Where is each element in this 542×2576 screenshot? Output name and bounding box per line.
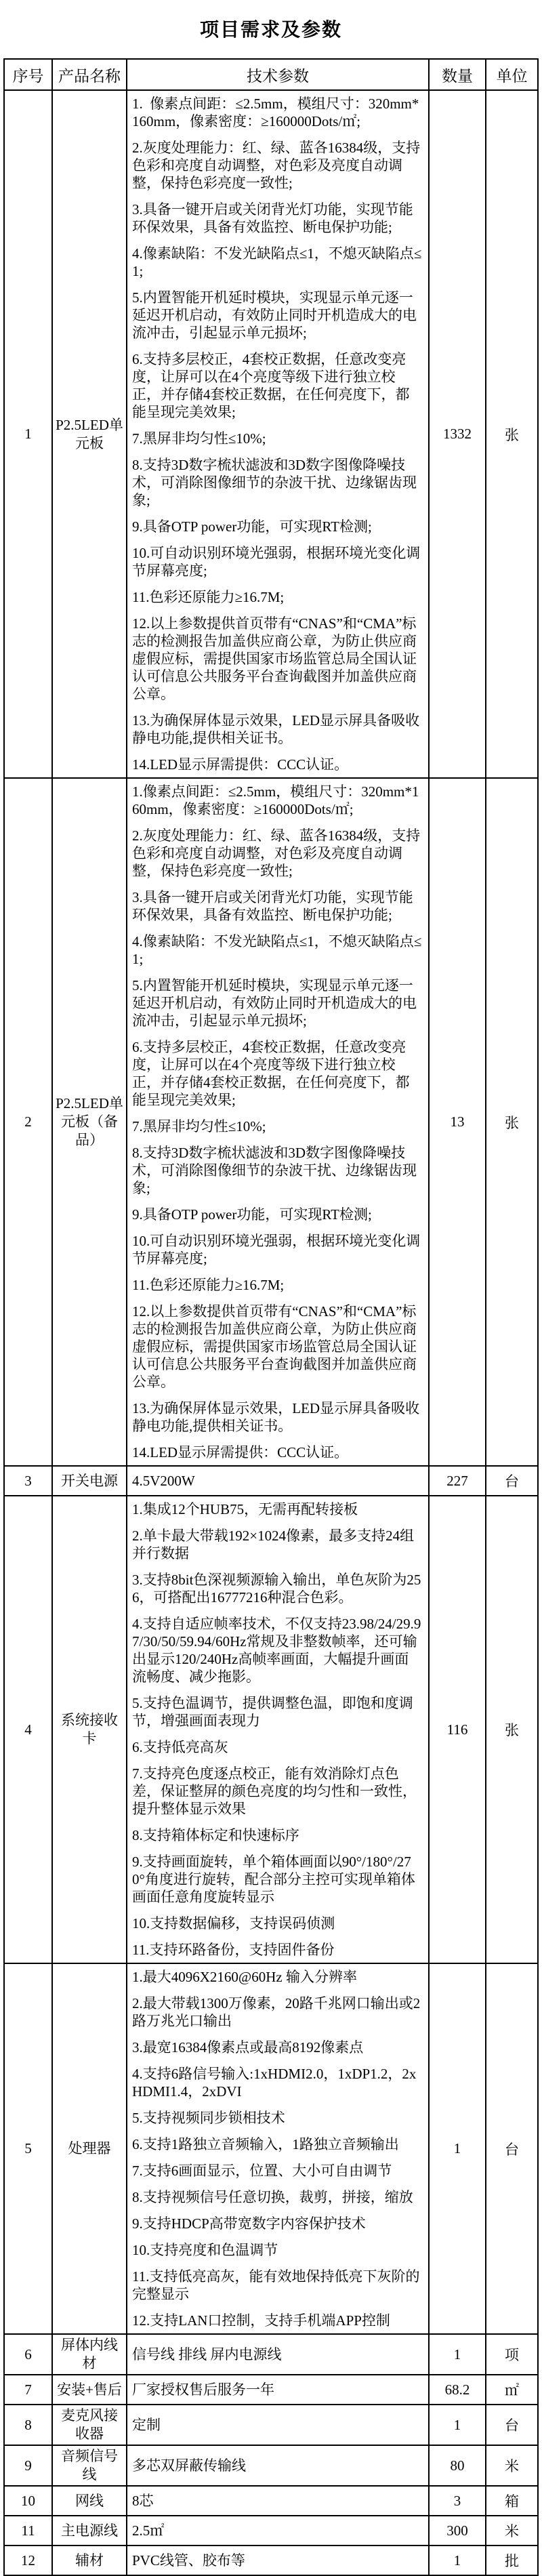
param-item: 厂家授权售后服务一年 <box>132 2381 274 2398</box>
param-item: 6.支持多层校正，4套校正数据，任意改变亮度，让屏可以在4个亮度等级下进行独立校正，并存储4套校正数据，在任何亮度下，都能呈现完美效果; <box>132 351 410 420</box>
tech-params-cell <box>127 2516 429 2546</box>
param-item: 8.支持3D数字梳状滤波和3D数字图像降噪技术，可消除图像细节的杂波干扰、边缘锯齿现象; <box>132 1145 417 1196</box>
row-number-cell: 7 <box>4 2375 52 2405</box>
param-item: 10.可自动识别环境光强弱，根据环境光变化调节屏幕亮度; <box>132 545 421 579</box>
param-item: 14.LED显示屏需提供：CCC认证。 <box>132 756 349 773</box>
param-item: PVC线管、胶布等 <box>132 2552 245 2569</box>
header-quantity: 数量 <box>429 59 486 90</box>
tech-params-cell <box>127 2546 429 2575</box>
row-number-cell: 6 <box>4 2334 52 2375</box>
param-item: 5.内置智能开机延时模块，实现显示单元逐一延迟开机启动，有效防止同时开机造成大的电流冲击，引起显示单元损坏; <box>132 977 417 1029</box>
param-item: 2.5㎡ <box>132 2522 165 2539</box>
quantity-cell: 68.2 <box>429 2375 486 2405</box>
quantity-cell: 1 <box>429 2546 486 2575</box>
tech-params-cell <box>127 90 429 778</box>
tech-params-cell <box>127 2375 429 2405</box>
param-item: 5.支持视频同步锁相技术 <box>132 2110 285 2126</box>
table-row <box>4 1466 538 1496</box>
table-row <box>4 90 538 778</box>
table-row <box>4 2516 538 2546</box>
param-item: 2.灰度处理能力：红、绿、蓝各16384级，支持色彩和亮度自动调整，对色彩及亮度自动调整，保持色彩亮度一致性; <box>132 140 421 191</box>
quantity-cell: 1 <box>429 1963 486 2334</box>
quantity-cell: 80 <box>429 2445 486 2486</box>
unit-cell: 张 <box>486 90 538 778</box>
table-row <box>4 1963 538 2334</box>
unit-cell: 箱 <box>486 2486 538 2516</box>
row-number-cell: 11 <box>4 2516 52 2546</box>
param-item: 9.具备OTP power功能，可实现RT检测; <box>132 1206 372 1223</box>
param-item: 1.像素点间距：≤2.5mm，模组尺寸：320mm*160mm，像素密度：≥160000Dots/㎡; <box>132 783 419 817</box>
param-item: 信号线 排线 屏内电源线 <box>132 2346 282 2363</box>
param-item: 9.具备OTP power功能，可实现RT检测; <box>132 518 372 535</box>
param-item: 14.LED显示屏需提供：CCC认证。 <box>132 1444 349 1460</box>
header-unit: 单位 <box>486 59 538 90</box>
param-item: 10.可自动识别环境光强弱，根据环境光变化调节屏幕亮度; <box>132 1233 421 1267</box>
param-item: 4.支持6路信号输入:1xHDMI2.0，1xDP1.2，2xHDMI1.4，2xDVI <box>132 2066 417 2100</box>
unit-cell: 米 <box>486 2445 538 2486</box>
param-item: 2.灰度处理能力：红、绿、蓝各16384级，支持色彩和亮度自动调整，对色彩及亮度自动调整，保持色彩亮度一致性; <box>132 827 421 879</box>
tech-params-cell <box>127 1466 429 1496</box>
row-number-cell: 3 <box>4 1466 52 1496</box>
product-name-cell: 辅材 <box>52 2546 127 2575</box>
product-name-cell: 主电源线 <box>52 2516 127 2546</box>
param-item: 多芯双屏蔽传输线 <box>132 2457 246 2474</box>
table-row <box>4 778 538 1466</box>
product-name-cell: 音频信号线 <box>52 2445 127 2486</box>
param-item: 8芯 <box>132 2493 154 2509</box>
param-item: 1. 像素点间距：≤2.5mm，模组尺寸：320mm*160mm，像素密度：≥160000Dots/㎡; <box>132 96 419 129</box>
param-item: 7.支持6画面显示，位置、大小可自由调节 <box>132 2163 392 2179</box>
param-item: 1.最大4096X2160@60Hz 输入分辨率 <box>132 1969 357 1985</box>
param-item: 11.色彩还原能力≥16.7M; <box>132 589 285 605</box>
unit-cell: 台 <box>486 1963 538 2334</box>
param-item: 5.内置智能开机延时模块，实现显示单元逐一延迟开机启动，有效防止同时开机造成大的电流冲击，引起显示单元损坏; <box>132 289 417 341</box>
param-item: 13.为确保屏体显示效果，LED显示屏具备吸收静电功能,提供相关证书。 <box>132 712 420 746</box>
unit-cell: 台 <box>486 1466 538 1496</box>
tech-params-cell <box>127 2445 429 2486</box>
row-number-cell: 9 <box>4 2445 52 2486</box>
quantity-cell: 227 <box>429 1466 486 1496</box>
row-number-cell: 2 <box>4 778 52 1466</box>
row-number-cell: 12 <box>4 2546 52 2575</box>
table-row <box>4 2334 538 2375</box>
requirements-table <box>3 58 539 2576</box>
row-number-cell: 8 <box>4 2405 52 2445</box>
param-item: 3.支持8bit色深视频源输入输出，单色灰阶为256，可搭配出16777216种混合色彩。 <box>132 1572 421 1606</box>
param-item: 12.以上参数提供首页带有“CNAS”和“CMA”标志的检测报告加盖供应商公章，为防止供应商虚假应标，需提供国家市场监管总局全国认证认可信息公共服务平台查询截图并加盖供应商公章。 <box>132 1303 417 1390</box>
param-item: 13.为确保屏体显示效果，LED显示屏具备吸收静电功能,提供相关证书。 <box>132 1400 420 1434</box>
param-item: 10.支持数据偏移，支持误码侦测 <box>132 1915 335 1931</box>
tech-params-cell <box>127 2334 429 2375</box>
quantity-cell: 116 <box>429 1496 486 1963</box>
param-item: 7.黑屏非均匀性≤10%; <box>132 1118 266 1134</box>
page-title: 项目需求及参数 <box>199 20 342 41</box>
param-item: 3.最宽16384像素点或最高8192像素点 <box>132 2039 364 2056</box>
header-serial-number: 序号 <box>4 59 52 90</box>
row-number-cell: 5 <box>4 1963 52 2334</box>
param-item: 3.具备一键开启或关闭背光灯功能，实现节能环保效果，具备有效监控、断电保护功能; <box>132 201 413 235</box>
product-name-cell: 开关电源 <box>52 1466 127 1496</box>
table-header-row <box>4 59 538 90</box>
table-row <box>4 2445 538 2486</box>
requirements-table-body <box>4 90 538 2575</box>
unit-cell: ㎡ <box>486 2375 538 2405</box>
param-item: 10.支持亮度和色温调节 <box>132 2242 278 2258</box>
quantity-cell: 13 <box>429 778 486 1466</box>
product-name-cell: P2.5LED单元板（备品） <box>52 778 127 1466</box>
param-item: 3.具备一键开启或关闭背光灯功能，实现节能环保效果，具备有效监控、断电保护功能; <box>132 889 413 923</box>
param-item: 5.支持色温调节，提供调整色温，即饱和度调节，增强画面表现力 <box>132 1695 413 1729</box>
product-name-cell: 处理器 <box>52 1963 127 2334</box>
quantity-cell: 1 <box>429 2405 486 2445</box>
product-name-cell: P2.5LED单元板 <box>52 90 127 778</box>
param-item: 12.以上参数提供首页带有“CNAS”和“CMA”标志的检测报告加盖供应商公章，为防止供应商虚假应标，需提供国家市场监管总局全国认证认可信息公共服务平台查询截图并加盖供应商公章。 <box>132 615 417 702</box>
unit-cell: 台 <box>486 2405 538 2445</box>
quantity-cell: 300 <box>429 2516 486 2546</box>
tech-params-cell <box>127 2486 429 2516</box>
param-item: 4.5V200W <box>132 1473 195 1489</box>
param-item: 1.集成12个HUB75，无需再配转接板 <box>132 1501 358 1517</box>
param-item: 定制 <box>132 2417 161 2433</box>
param-item: 9.支持画面旋转，单个箱体画面以90°/180°/270°角度进行旋转，配合部分主控可实现单箱体画面任意角度旋转显示 <box>132 1854 415 1905</box>
quantity-cell: 3 <box>429 2486 486 2516</box>
product-name-cell: 麦克风接收器 <box>52 2405 127 2445</box>
product-name-cell: 安装+售后 <box>52 2375 127 2405</box>
product-name-cell: 屏体内线材 <box>52 2334 127 2375</box>
quantity-cell: 1332 <box>429 90 486 778</box>
row-number-cell: 4 <box>4 1496 52 1963</box>
param-item: 4.像素缺陷：不发光缺陷点≤1，不熄灭缺陷点≤1; <box>132 245 422 279</box>
param-item: 6.支持低亮高灰 <box>132 1739 228 1755</box>
tech-params-cell <box>127 778 429 1466</box>
param-item: 6.支持1路独立音频输入，1路独立音频输出 <box>132 2136 399 2152</box>
param-item: 8.支持视频信号任意切换，裁剪，拼接，缩放 <box>132 2189 413 2205</box>
header-product-name: 产品名称 <box>52 59 127 90</box>
table-row <box>4 2486 538 2516</box>
param-item: 2.最大带载1300万像素，20路千兆网口输出或2路万兆光口输出 <box>132 1995 421 2029</box>
unit-cell: 张 <box>486 1496 538 1963</box>
param-item: 2.单卡最大带载192×1024像素，最多支持24组并行数据 <box>132 1528 415 1561</box>
table-row <box>4 1496 538 1963</box>
table-header <box>4 59 538 90</box>
param-item: 11.支持环路备份，支持固件备份 <box>132 1942 335 1958</box>
row-number-cell: 1 <box>4 90 52 778</box>
row-number-cell: 10 <box>4 2486 52 2516</box>
param-item: 4.像素缺陷：不发光缺陷点≤1，不熄灭缺陷点≤1; <box>132 933 422 967</box>
param-item: 12.支持LAN口控制，支持手机端APP控制 <box>132 2312 390 2329</box>
param-item: 7.支持亮色度逐点校正，能有效消除灯点色差，保证整屏的颜色亮度的均匀性和一致性，提升整体显示效果 <box>132 1765 417 1817</box>
param-item: 6.支持多层校正，4套校正数据，任意改变亮度，让屏可以在4个亮度等级下进行独立校正，并存储4套校正数据，在任何亮度下，都能呈现完美效果; <box>132 1039 410 1108</box>
product-name-cell: 网线 <box>52 2486 127 2516</box>
unit-cell: 批 <box>486 2546 538 2575</box>
table-row <box>4 2546 538 2575</box>
param-item: 11.支持低亮高灰，能有效地保持低亮下灰阶的完整显示 <box>132 2268 420 2302</box>
unit-cell: 项 <box>486 2334 538 2375</box>
table-row <box>4 2375 538 2405</box>
param-item: 4.支持自适应帧率技术，不仅支持23.98/24/29.97/30/50/59.94/60Hz常规及非整数帧率，还可输出显示120/240Hz高帧率画面，大幅提升画面流畅度、减少拖影。 <box>132 1616 421 1685</box>
param-item: 9.支持HDCP高带宽数字内容保护技术 <box>132 2215 366 2232</box>
unit-cell: 米 <box>486 2516 538 2546</box>
tech-params-cell <box>127 1496 429 1963</box>
tech-params-cell <box>127 1963 429 2334</box>
param-item: 7.黑屏非均匀性≤10%; <box>132 430 266 447</box>
quantity-cell: 1 <box>429 2334 486 2375</box>
param-item: 8.支持3D数字梳状滤波和3D数字图像降噪技术，可消除图像细节的杂波干扰、边缘锯齿现象; <box>132 457 417 508</box>
product-name-cell: 系统接收卡 <box>52 1496 127 1963</box>
tech-params-cell <box>127 2405 429 2445</box>
header-tech-params: 技术参数 <box>127 59 429 90</box>
param-item: 8.支持箱体标定和快速标序 <box>132 1827 299 1843</box>
table-row <box>4 2405 538 2445</box>
unit-cell: 张 <box>486 778 538 1466</box>
param-item: 11.色彩还原能力≥16.7M; <box>132 1277 285 1293</box>
